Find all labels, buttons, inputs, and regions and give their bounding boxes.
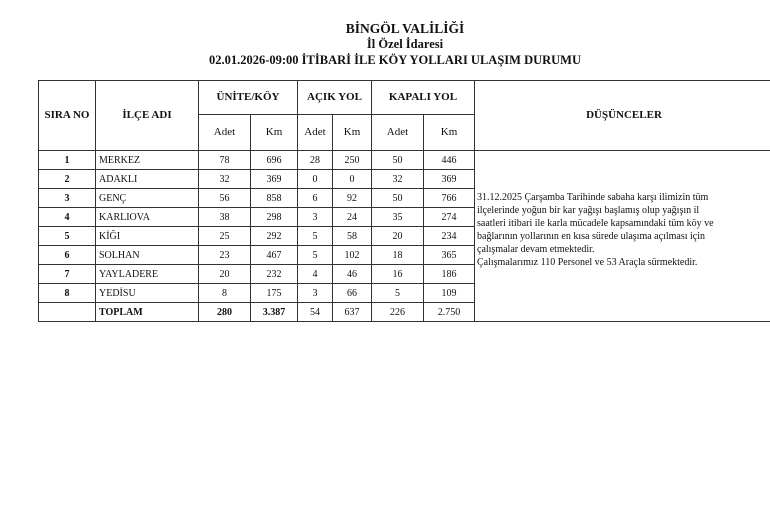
total-acik-km: 637 <box>333 303 372 322</box>
cell-kapali-adet: 35 <box>372 208 424 227</box>
document-header <box>0 21 770 68</box>
cell-acik-km: 66 <box>333 284 372 303</box>
cell-kapali-adet: 18 <box>372 246 424 265</box>
header-ilce-adi: İLÇE ADI <box>96 81 199 151</box>
subheader-adet: Adet <box>372 115 424 151</box>
subheader-km: Km <box>424 115 475 151</box>
cell-unite-km: 467 <box>251 246 298 265</box>
cell-unite-km: 298 <box>251 208 298 227</box>
cell-acik-km: 92 <box>333 189 372 208</box>
cell-sira-no: 2 <box>39 170 96 189</box>
cell-kapali-km: 369 <box>424 170 475 189</box>
cell-kapali-km: 234 <box>424 227 475 246</box>
cell-acik-km: 102 <box>333 246 372 265</box>
cell-ilce: KARLIOVA <box>96 208 199 227</box>
cell-unite-adet: 56 <box>199 189 251 208</box>
cell-unite-adet: 25 <box>199 227 251 246</box>
cell-ilce: YEDİSU <box>96 284 199 303</box>
road-status-table <box>38 80 770 322</box>
cell-acik-adet: 3 <box>298 208 333 227</box>
cell-ilce: GENÇ <box>96 189 199 208</box>
cell-acik-adet: 3 <box>298 284 333 303</box>
cell-unite-km: 292 <box>251 227 298 246</box>
cell-sira-no: 3 <box>39 189 96 208</box>
cell-unite-km: 369 <box>251 170 298 189</box>
cell-acik-adet: 5 <box>298 246 333 265</box>
remarks-line: Çalışmalarımız 110 Personel ve 53 Araçla sürmektedir. <box>477 257 698 268</box>
cell-sira-no: 7 <box>39 265 96 284</box>
cell-empty <box>39 303 96 322</box>
subheader-adet: Adet <box>298 115 333 151</box>
cell-unite-adet: 23 <box>199 246 251 265</box>
cell-acik-km: 24 <box>333 208 372 227</box>
subheader-km: Km <box>251 115 298 151</box>
cell-sira-no: 8 <box>39 284 96 303</box>
cell-kapali-adet: 20 <box>372 227 424 246</box>
cell-acik-adet: 6 <box>298 189 333 208</box>
total-unite-km: 3.387 <box>251 303 298 322</box>
cell-kapali-km: 766 <box>424 189 475 208</box>
header-dusunceler: DÜŞÜNCELER <box>475 81 770 151</box>
cell-sira-no: 1 <box>39 151 96 170</box>
remarks-line: bağlarının yollarının en kısa sürede ulaşıma açılması için <box>477 231 705 242</box>
remarks-line: 31.12.2025 Çarşamba Tarihinde sabaha karşı ilimizin tüm <box>477 192 709 203</box>
total-kapali-km: 2.750 <box>424 303 475 322</box>
cell-ilce: SOLHAN <box>96 246 199 265</box>
cell-kapali-adet: 5 <box>372 284 424 303</box>
cell-kapali-km: 446 <box>424 151 475 170</box>
cell-unite-adet: 32 <box>199 170 251 189</box>
cell-kapali-adet: 16 <box>372 265 424 284</box>
cell-acik-adet: 0 <box>298 170 333 189</box>
governorship-title: BİNGÖL VALİLİĞİ <box>345 21 465 36</box>
cell-kapali-km: 186 <box>424 265 475 284</box>
report-title: 02.01.2026-09:00 İTİBARİ İLE KÖY YOLLARI ULAŞIM DURUMU <box>208 53 581 67</box>
cell-ilce: YAYLADERE <box>96 265 199 284</box>
cell-unite-km: 232 <box>251 265 298 284</box>
total-label: TOPLAM <box>96 303 199 322</box>
cell-kapali-adet: 50 <box>372 151 424 170</box>
cell-acik-adet: 28 <box>298 151 333 170</box>
cell-unite-km: 858 <box>251 189 298 208</box>
cell-unite-adet: 78 <box>199 151 251 170</box>
cell-unite-adet: 38 <box>199 208 251 227</box>
cell-unite-adet: 8 <box>199 284 251 303</box>
cell-unite-km: 696 <box>251 151 298 170</box>
header-kapali-yol: KAPALI YOL <box>372 81 475 115</box>
cell-acik-km: 58 <box>333 227 372 246</box>
header-acik-yol: AÇIK YOL <box>298 81 372 115</box>
remarks-cell <box>475 151 770 322</box>
cell-kapali-km: 109 <box>424 284 475 303</box>
subheader-adet: Adet <box>199 115 251 151</box>
cell-kapali-km: 274 <box>424 208 475 227</box>
subheader-km: Km <box>333 115 372 151</box>
cell-unite-km: 175 <box>251 284 298 303</box>
header-unite-koy: ÜNİTE/KÖY <box>199 81 298 115</box>
remarks-line: ilçelerinde yoğun bir kar yağışı başlamış olup yağışın il <box>477 205 700 216</box>
table-row <box>39 151 770 170</box>
total-unite-adet: 280 <box>199 303 251 322</box>
cell-acik-adet: 5 <box>298 227 333 246</box>
cell-sira-no: 5 <box>39 227 96 246</box>
cell-ilce: KİĞI <box>96 227 199 246</box>
remarks-line: çalışmalar devam etmektedir. <box>477 244 595 255</box>
cell-kapali-km: 365 <box>424 246 475 265</box>
cell-sira-no: 4 <box>39 208 96 227</box>
cell-acik-km: 250 <box>333 151 372 170</box>
remarks-line: saatleri itibari ile karla mücadele kapsamındaki tüm köy ve <box>477 218 714 229</box>
total-kapali-adet: 226 <box>372 303 424 322</box>
cell-kapali-adet: 50 <box>372 189 424 208</box>
cell-sira-no: 6 <box>39 246 96 265</box>
cell-unite-adet: 20 <box>199 265 251 284</box>
cell-acik-km: 0 <box>333 170 372 189</box>
cell-ilce: ADAKLI <box>96 170 199 189</box>
header-sira-no: SIRA NO <box>39 81 96 151</box>
department-title: İl Özel İdaresi <box>366 37 444 51</box>
cell-acik-adet: 4 <box>298 265 333 284</box>
cell-ilce: MERKEZ <box>96 151 199 170</box>
cell-acik-km: 46 <box>333 265 372 284</box>
total-acik-adet: 54 <box>298 303 333 322</box>
cell-kapali-adet: 32 <box>372 170 424 189</box>
